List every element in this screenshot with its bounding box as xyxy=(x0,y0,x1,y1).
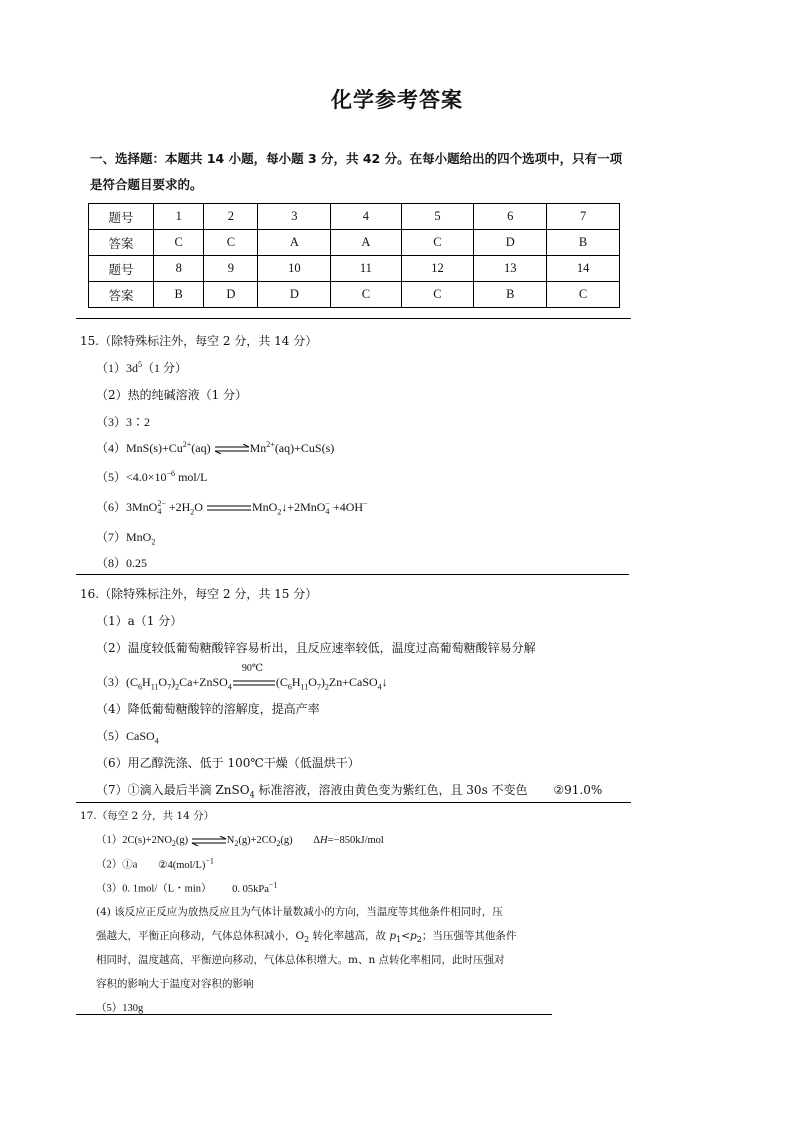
q16-answer-5 xyxy=(96,727,159,745)
q17-a2-b-wrap xyxy=(158,856,214,871)
q16-a7-b: ②91.0% xyxy=(553,783,603,797)
table-cell: A xyxy=(258,230,331,256)
q16-answer-2: （2）温度较低葡萄糖酸锌容易析出，且反应速率较低，温度过高葡萄糖酸锌易分解 xyxy=(96,641,536,655)
q17-a4-sub: 2 xyxy=(416,935,422,945)
q15-a6-sub3: 2 xyxy=(277,507,282,517)
q17-answer-2 xyxy=(96,856,214,872)
delta-symbol: Δ xyxy=(313,835,321,846)
equals-sign-icon xyxy=(206,504,252,512)
pressure-p1: p xyxy=(389,930,397,942)
q16-a3-part: ↓ xyxy=(381,675,388,689)
q15-answer-1 xyxy=(96,359,187,376)
q16-a7-post: 标准溶液，溶液由黄色变为紫红色，且 30s 不变色 xyxy=(254,783,528,797)
q15-a5-sup: −6 xyxy=(166,469,176,478)
q16-a3-part: ) xyxy=(171,675,176,689)
table-cell: C xyxy=(204,230,258,256)
q15-header: 15.（除特殊标注外，每空 2 分，共 14 分） xyxy=(80,334,318,348)
q16-a3-sub: 7 xyxy=(316,682,321,692)
q17-a2-a: （2）①a xyxy=(96,859,138,871)
q16-a3-sub: 2 xyxy=(324,682,329,692)
q16-a3-sub: 2 xyxy=(175,682,180,692)
q17-a1-part: (g) xyxy=(175,835,189,846)
table-row-label: 答案 xyxy=(89,230,154,256)
q15-a1-sup: 5 xyxy=(138,360,143,369)
pressure-p2: p xyxy=(410,930,417,942)
table-cell: B xyxy=(474,282,547,308)
table-cell: 10 xyxy=(258,256,331,282)
table-cell: C xyxy=(401,282,474,308)
table-row-label: 题号 xyxy=(89,204,154,230)
reaction-condition-label: 90℃ xyxy=(241,663,264,674)
q17-a1-part: (g) xyxy=(280,835,293,846)
q17-a3-sup: −1 xyxy=(268,880,278,889)
q17-a1-part: N xyxy=(226,835,235,846)
q16-a5-sub: 4 xyxy=(154,736,159,746)
q16-a3-part: Ca+ZnSO xyxy=(179,675,228,689)
q16-a3-sub: 6 xyxy=(287,682,292,692)
q15-a6-mid2: O xyxy=(194,500,203,514)
q15-a6-pre: （6）3MnO xyxy=(96,500,158,514)
table-row xyxy=(89,204,620,230)
q15-a5-pre: （5）<4.0×10 xyxy=(96,470,167,484)
q16-a3-part: H xyxy=(142,675,151,689)
table-cell: 14 xyxy=(547,256,620,282)
table-row xyxy=(89,230,620,256)
q15-a6-mid3: MnO xyxy=(251,500,278,514)
table-row xyxy=(89,256,620,282)
equals-sign-icon xyxy=(232,679,276,687)
section1-heading-line2: 是符合题目要求的。 xyxy=(90,177,203,192)
q17-a4-part: 强越大，平衡正向移动，气体总体积减小，O xyxy=(96,930,305,942)
q17-a4-sub: 1 xyxy=(396,935,402,945)
q15-a6-sup1: 2− xyxy=(157,499,166,509)
q16-a3-sub: 11 xyxy=(150,682,159,692)
q16-a3-sub: 7 xyxy=(167,682,172,692)
q15-a4-post: Mn xyxy=(249,441,267,455)
q15-a4-sup1: 2+ xyxy=(182,440,192,449)
q17-answer-4-line4: 容积的影响大于温度对容积的影响 xyxy=(96,978,254,990)
q16-a3-part: O xyxy=(308,675,317,689)
q16-a7-text: （7）①滴入最后半滴 ZnSO xyxy=(96,783,250,797)
q17-a3-a: （3）0. 1mol/（L・min） xyxy=(96,883,212,895)
table-cell: 6 xyxy=(474,204,547,230)
q15-a4-end: (aq)+CuS(s) xyxy=(274,441,335,455)
enthalpy xyxy=(313,835,384,846)
q17-a1-sub: 2 xyxy=(276,839,281,849)
q15-a6-mid1: +2H xyxy=(165,500,191,514)
q16-a7-sub: 4 xyxy=(249,790,255,800)
q15-a1-text: （1）3d xyxy=(96,361,139,375)
q16-a3-sub: 11 xyxy=(300,682,309,692)
q16-answer-1: （1）a（1 分） xyxy=(96,614,183,628)
q15-answer-6 xyxy=(96,498,368,516)
table-cell: C xyxy=(154,230,204,256)
table-cell: 4 xyxy=(331,204,401,230)
table-cell: 1 xyxy=(154,204,204,230)
table-cell: 3 xyxy=(258,204,331,230)
q16-a5-pre: （5）CaSO xyxy=(96,729,155,743)
q15-a6-sub4: 4 xyxy=(325,507,330,517)
q15-answer-7 xyxy=(96,528,155,546)
q17-answer-1 xyxy=(96,832,384,848)
q15-answer-5 xyxy=(96,468,207,485)
table-cell: B xyxy=(154,282,204,308)
table-row xyxy=(89,282,620,308)
q15-answer-4 xyxy=(96,439,334,456)
table-cell: D xyxy=(258,282,331,308)
q16-a3-part: O xyxy=(158,675,168,689)
q15-a6-mid4: ↓+2MnO xyxy=(281,500,326,514)
q15-answer-8: （8）0.25 xyxy=(96,556,148,570)
q17-a1-sub: 2 xyxy=(234,839,239,849)
q17-a1-part: (g)+2CO xyxy=(238,835,277,846)
table-cell: D xyxy=(474,230,547,256)
table-cell: 7 xyxy=(547,204,620,230)
table-cell: 13 xyxy=(474,256,547,282)
section1-heading-line1: 一、选择题：本题共 14 小题，每小题 3 分，共 42 分。在每小题给出的四个选项中，只有一项 xyxy=(90,151,623,166)
table-row-label: 题号 xyxy=(89,256,154,282)
q15-a7-sub: 2 xyxy=(151,537,156,547)
q17-a2-sup: −1 xyxy=(205,856,214,865)
equilibrium-arrow-icon xyxy=(191,836,227,846)
q17-a1-part: （1）2C(s)+2NO xyxy=(96,835,172,846)
q17-answer-4-line1: (4) 该反应正反应为放热反应且为气体计量数减小的方向，当温度等其他条件相同时，压 xyxy=(96,906,503,918)
q17-a3-b: 0. 05kPa xyxy=(232,883,269,895)
answer-table xyxy=(88,203,620,308)
q17-a4-part: ；当压强等其他条件 xyxy=(421,930,517,942)
q15-a6-sub2: 2 xyxy=(190,507,195,517)
q17-answer-4-line3: 相同时，温度越高，平衡逆向移动，气体总体积增大。m、n 点转化率相同，此时压强对 xyxy=(96,954,505,966)
table-cell: A xyxy=(331,230,401,256)
table-cell: C xyxy=(401,230,474,256)
enthalpy-symbol: H xyxy=(320,835,328,846)
q16-a3-sub: 6 xyxy=(138,682,143,692)
table-cell: 2 xyxy=(204,204,258,230)
q17-answer-5: （5）130g xyxy=(96,1003,144,1014)
q17-a4-sub: 2 xyxy=(304,935,310,945)
q16-a3-part: （3）(C xyxy=(96,675,139,689)
q16-answer-3 xyxy=(96,663,388,692)
divider xyxy=(76,318,631,319)
page-title: 化学参考答案 xyxy=(331,88,463,112)
table-cell: 9 xyxy=(204,256,258,282)
divider xyxy=(76,574,629,575)
q15-a4-sup2: 2+ xyxy=(266,440,275,449)
table-cell: 5 xyxy=(401,204,474,230)
divider xyxy=(76,802,631,803)
q16-answer-4: （4）降低葡萄糖酸锌的溶解度，提高产率 xyxy=(96,702,320,716)
q15-answer-2: （2）热的纯碱溶液（1 分） xyxy=(96,388,248,402)
q16-a3-sub: 4 xyxy=(377,682,382,692)
q15-a6-sup5: − xyxy=(363,499,368,508)
table-cell: 8 xyxy=(154,256,204,282)
q15-a4-pre: （4）MnS(s)+Cu xyxy=(96,441,183,455)
q16-a3-part: Zn+CaSO xyxy=(328,675,378,689)
table-cell: D xyxy=(204,282,258,308)
q15-answer-3: （3）3∶2 xyxy=(96,415,151,429)
section1-heading xyxy=(90,146,650,198)
q17-answer-3 xyxy=(96,880,277,896)
q17-a2-b: ②4(mol/L) xyxy=(158,859,206,871)
q16-answer-7 xyxy=(96,781,602,799)
q16-a3-part: H xyxy=(291,675,301,689)
q15-a6-end: +4OH xyxy=(329,500,364,514)
equilibrium-arrow-icon xyxy=(214,444,250,454)
table-cell: 12 xyxy=(401,256,474,282)
q17-header: 17.（每空 2 分，共 14 分） xyxy=(80,810,215,822)
q15-a6-sub1: 4 xyxy=(157,507,162,517)
table-cell: B xyxy=(547,230,620,256)
q17-a3-b-wrap xyxy=(232,880,278,895)
table-cell: C xyxy=(547,282,620,308)
q16-answer-6: （6）用乙醇洗涤、低于 100℃干燥（低温烘干） xyxy=(96,756,360,770)
q16-a3-sub: 4 xyxy=(227,682,232,692)
divider xyxy=(76,1014,552,1015)
q15-a6-sup4: − xyxy=(325,499,330,509)
q15-a1-note: （1 分） xyxy=(142,361,188,375)
table-cell: 11 xyxy=(331,256,401,282)
q16-a3-part: ) xyxy=(320,675,325,689)
q15-a5-post: mol/L xyxy=(175,470,208,484)
q15-a4-mid: (aq) xyxy=(191,441,211,455)
q16-a3-part: (C xyxy=(275,675,288,689)
less-than-sign: < xyxy=(401,930,411,942)
reaction-condition xyxy=(232,663,276,690)
enthalpy-value: =−850kJ/mol xyxy=(327,835,384,846)
table-cell: C xyxy=(331,282,401,308)
table-row-label: 答案 xyxy=(89,282,154,308)
q17-answer-4-line2 xyxy=(96,928,516,944)
q15-a7-pre: （7）MnO xyxy=(96,530,152,544)
q17-a4-part: 转化率越高，故 xyxy=(309,930,390,942)
q17-a1-sub: 2 xyxy=(171,839,176,849)
q16-header: 16.（除特殊标注外，每空 2 分，共 15 分） xyxy=(80,587,318,601)
